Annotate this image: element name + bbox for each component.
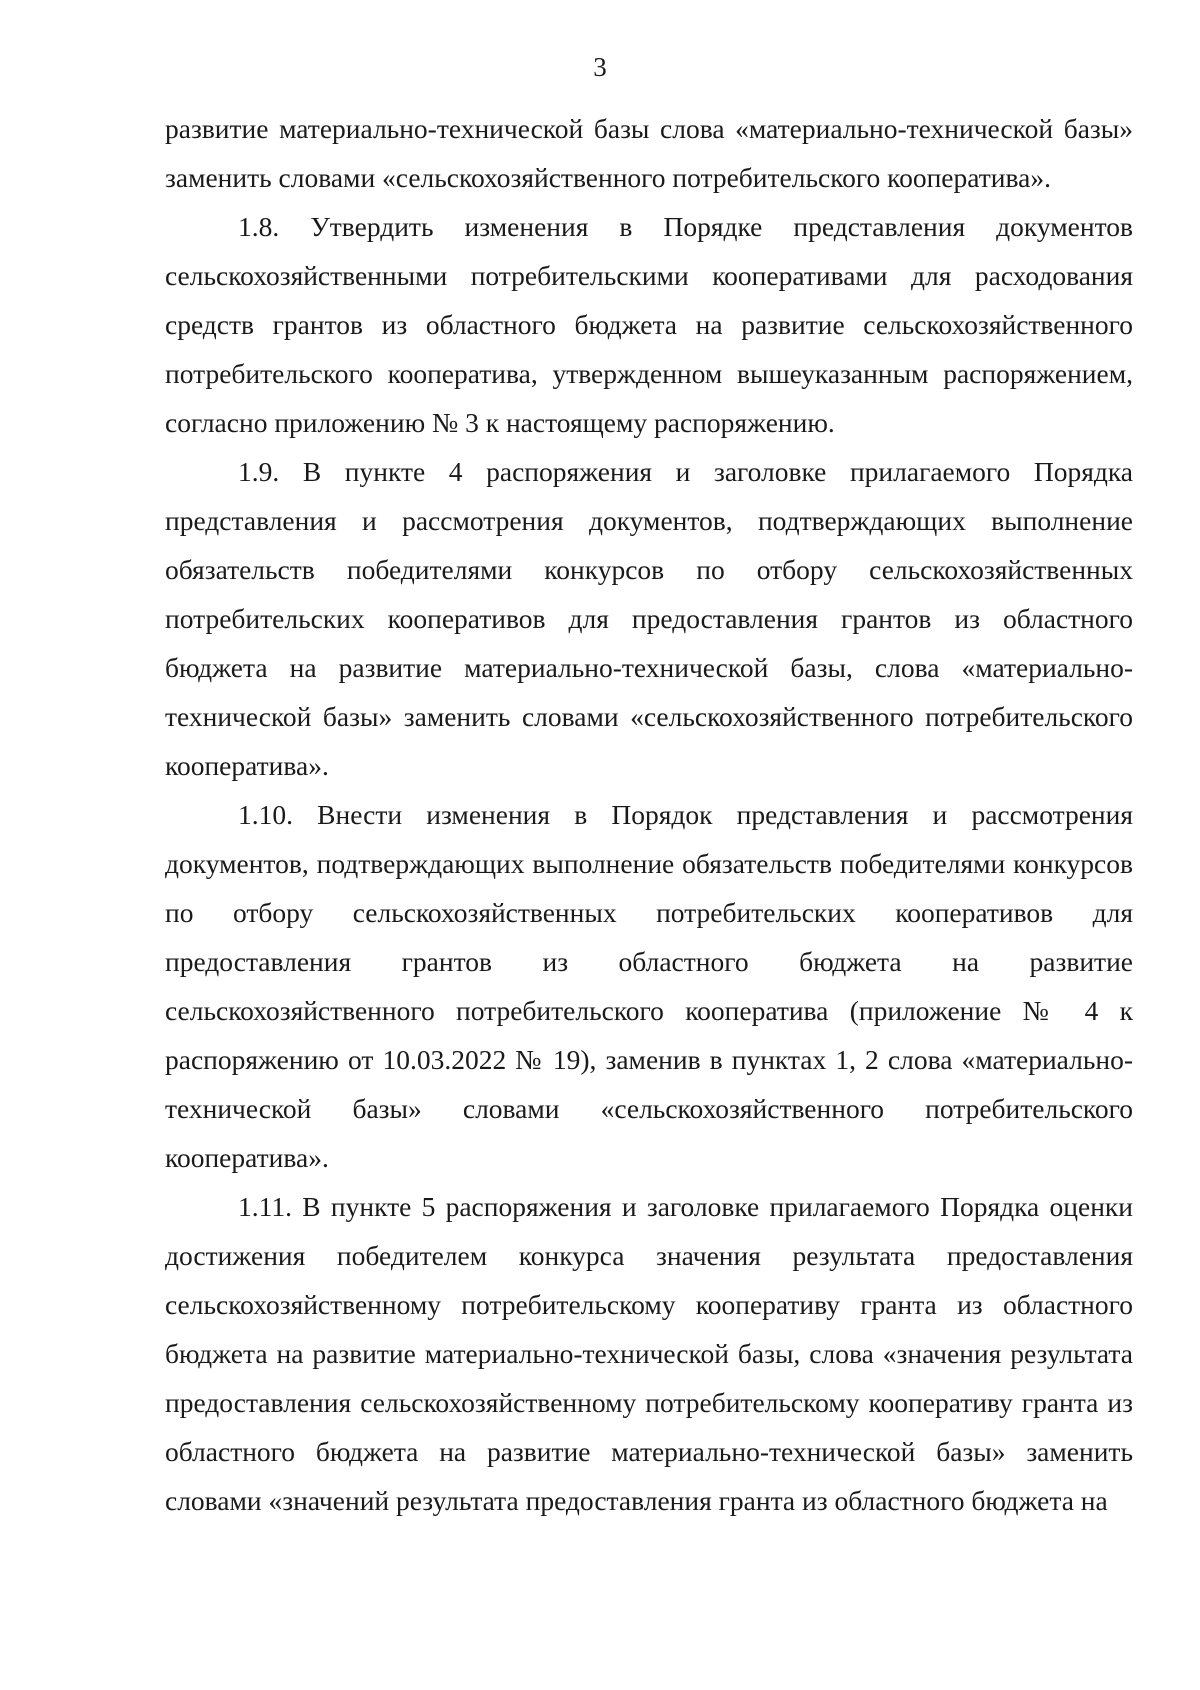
paragraph-1-10: 1.10. Внести изменения в Порядок представления и рассмотрения документов, подтверждающих выполнение обязательств победителями конкурсов по отбору сельскохозяйственных потребительских кооперативов для предоставления грантов из областного бюджета на развитие сельскохозяйственного потребительского кооператива (приложение № 4 к распоряжению от 10.03.2022 № 19), заменив в пунктах 1, 2 слова «материально-технической базы» словами «сельскохозяйственного потребительского кооператива». (165, 799, 1133, 1173)
page-number: 3 (593, 52, 607, 82)
paragraph-1-8: 1.8. Утвердить изменения в Порядке представления документов сельскохозяйственными потребительскими кооперативами для расходования средств грантов из областного бюджета на развитие сельскохозяйственного потребительского кооператива, утвержденном вышеуказанным распоряжением, согласно приложению № 3 к настоящему распоряжению. (165, 211, 1133, 438)
paragraph-1-11: 1.11. В пункте 5 распоряжения и заголовке прилагаемого Порядка оценки достижения победителем конкурса значения результата предоставления сельскохозяйственному потребительскому кооперативу гранта из областного бюджета на развитие материально-технической базы, слова «значения результата предоставления сельскохозяйственному потребительскому кооперативу гранта из областного бюджета на развитие материально-технической базы» заменить словами «значений результата предоставления гранта из областного бюджета на (165, 1191, 1133, 1516)
paragraph-continuation: развитие материально-технической базы слова «материально-технической базы» заменить словами «сельскохозяйственного потребительского кооператива». (165, 113, 1133, 193)
document-body (165, 104, 1133, 1525)
paragraph-1-9: 1.9. В пункте 4 распоряжения и заголовке прилагаемого Порядка представления и рассмотрения документов, подтверждающих выполнение обязательств победителями конкурсов по отбору сельскохозяйственных потребительских кооперативов для предоставления грантов из областного бюджета на развитие материально-технической базы, слова «материально-технической базы» заменить словами «сельскохозяйственного потребительского кооператива». (165, 456, 1133, 781)
